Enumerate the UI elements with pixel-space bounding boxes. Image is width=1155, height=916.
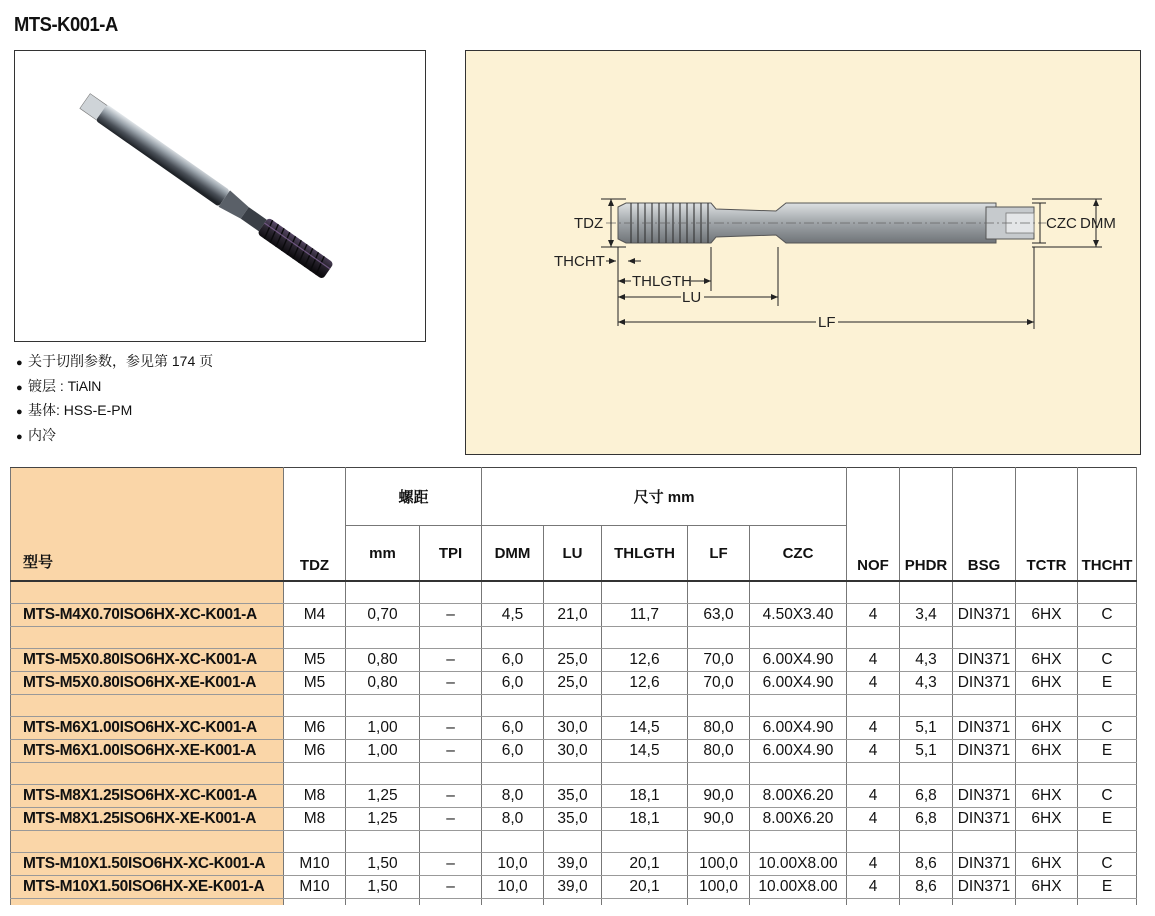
label-dmm: DMM [1080, 215, 1116, 232]
table-row [11, 672, 1137, 695]
cell-nof: 4 [847, 717, 900, 740]
cell-bsg: DIN371 [953, 672, 1016, 695]
note-item: ● 关于切削参数，参见第 174 页 [16, 353, 214, 369]
header-pitch-tpi: TPI [420, 526, 482, 582]
cell-tctr: 6HX [1016, 740, 1078, 763]
cell-dmm: 8,0 [482, 785, 544, 808]
cell-bsg: DIN371 [953, 808, 1016, 831]
cell-model: MTS-M8X1.25ISO6HX-XC-K001-A [11, 785, 284, 808]
cell-tdz: M6 [284, 740, 346, 763]
header-thlgth: THLGTH [602, 526, 688, 582]
cell-mm: 1,50 [346, 876, 420, 899]
cell-czc: 10.00X8.00 [750, 853, 847, 876]
cell-lf: 80,0 [688, 740, 750, 763]
cell-thlgth: 12,6 [602, 672, 688, 695]
cell-tpi: – [420, 785, 482, 808]
cell-model: MTS-M5X0.80ISO6HX-XC-K001-A [11, 649, 284, 672]
cell-thcht: C [1078, 717, 1137, 740]
cell-thcht: C [1078, 649, 1137, 672]
header-model: 型号 [11, 468, 284, 582]
note-item: ● 镀层 : TiAlN [16, 377, 102, 394]
cell-phdr: 4,3 [900, 649, 953, 672]
cell-bsg: DIN371 [953, 740, 1016, 763]
cell-tpi: – [420, 649, 482, 672]
cell-dmm: 8,0 [482, 808, 544, 831]
cell-thcht: E [1078, 740, 1137, 763]
cell-model: MTS-M6X1.00ISO6HX-XE-K001-A [11, 740, 284, 763]
cell-lf: 63,0 [688, 604, 750, 627]
header-size-group: 尺寸 mm [482, 468, 847, 526]
cell-model: MTS-M10X1.50ISO6HX-XE-K001-A [11, 876, 284, 899]
cell-dmm: 6,0 [482, 740, 544, 763]
label-tdz: TDZ [574, 215, 604, 232]
cell-bsg: DIN371 [953, 853, 1016, 876]
cell-nof: 4 [847, 740, 900, 763]
cell-phdr: 3,4 [900, 604, 953, 627]
cell-tctr: 6HX [1016, 808, 1078, 831]
cell-dmm: 6,0 [482, 672, 544, 695]
header-nof: NOF [847, 468, 900, 582]
cell-czc: 4.50X3.40 [750, 604, 847, 627]
label-thlgth: THLGTH [632, 273, 692, 290]
cell-lf: 90,0 [688, 785, 750, 808]
spec-table [10, 467, 1137, 905]
cell-thlgth: 20,1 [602, 853, 688, 876]
cell-tpi: – [420, 604, 482, 627]
cell-tdz: M4 [284, 604, 346, 627]
cell-bsg: DIN371 [953, 717, 1016, 740]
cell-mm: 0,70 [346, 604, 420, 627]
cell-dmm: 6,0 [482, 717, 544, 740]
cell-tdz: M8 [284, 808, 346, 831]
label-lu: LU [682, 289, 702, 306]
cell-thlgth: 18,1 [602, 808, 688, 831]
cell-lu: 35,0 [544, 808, 602, 831]
cell-nof: 4 [847, 808, 900, 831]
cell-thcht: E [1078, 808, 1137, 831]
feature-notes [16, 350, 213, 448]
cell-tdz: M10 [284, 853, 346, 876]
cell-tctr: 6HX [1016, 785, 1078, 808]
cell-phdr: 6,8 [900, 808, 953, 831]
cell-dmm: 4,5 [482, 604, 544, 627]
note-item: ● 内冷 [16, 426, 56, 443]
note-item: ● 基体: HSS-E-PM [16, 402, 133, 418]
table-row [11, 649, 1137, 672]
header-lf: LF [688, 526, 750, 582]
cell-thcht: C [1078, 853, 1137, 876]
cell-lf: 80,0 [688, 717, 750, 740]
cell-bsg: DIN371 [953, 649, 1016, 672]
cell-phdr: 8,6 [900, 853, 953, 876]
product-photo [14, 50, 426, 342]
cell-phdr: 4,3 [900, 672, 953, 695]
cell-czc: 8.00X6.20 [750, 785, 847, 808]
cell-dmm: 6,0 [482, 649, 544, 672]
label-thcht: THCHT [554, 253, 605, 270]
table-row [11, 785, 1137, 808]
header-lu: LU [544, 526, 602, 582]
cell-lu: 30,0 [544, 740, 602, 763]
cell-tdz: M10 [284, 876, 346, 899]
cell-nof: 4 [847, 853, 900, 876]
tap-drawing [606, 203, 1046, 243]
tap-photo-illustration [15, 51, 425, 341]
cell-model: MTS-M5X0.80ISO6HX-XE-K001-A [11, 672, 284, 695]
cell-lf: 100,0 [688, 876, 750, 899]
cell-czc: 8.00X6.20 [750, 808, 847, 831]
cell-tpi: – [420, 808, 482, 831]
cell-mm: 1,00 [346, 717, 420, 740]
group-spacer-row [11, 582, 1137, 604]
cell-tpi: – [420, 740, 482, 763]
cell-nof: 4 [847, 604, 900, 627]
cell-dmm: 10,0 [482, 876, 544, 899]
cell-bsg: DIN371 [953, 785, 1016, 808]
cell-phdr: 8,6 [900, 876, 953, 899]
cell-dmm: 10,0 [482, 853, 544, 876]
cell-czc: 6.00X4.90 [750, 672, 847, 695]
cell-phdr: 5,1 [900, 740, 953, 763]
cell-thlgth: 12,6 [602, 649, 688, 672]
cell-tctr: 6HX [1016, 853, 1078, 876]
cell-mm: 1,00 [346, 740, 420, 763]
cell-thlgth: 20,1 [602, 876, 688, 899]
cell-lu: 21,0 [544, 604, 602, 627]
group-spacer-row [11, 763, 1137, 785]
header-dmm: DMM [482, 526, 544, 582]
cell-tdz: M5 [284, 649, 346, 672]
cell-lu: 35,0 [544, 785, 602, 808]
cell-phdr: 6,8 [900, 785, 953, 808]
cell-thcht: C [1078, 604, 1137, 627]
table-row [11, 740, 1137, 763]
cell-lf: 90,0 [688, 808, 750, 831]
cell-mm: 1,25 [346, 808, 420, 831]
cell-tdz: M6 [284, 717, 346, 740]
cell-lu: 25,0 [544, 672, 602, 695]
cell-tctr: 6HX [1016, 649, 1078, 672]
cell-bsg: DIN371 [953, 604, 1016, 627]
cell-nof: 4 [847, 785, 900, 808]
cell-thlgth: 11,7 [602, 604, 688, 627]
cell-nof: 4 [847, 672, 900, 695]
group-spacer-row [11, 627, 1137, 649]
header-thcht: THCHT [1078, 468, 1137, 582]
cell-phdr: 5,1 [900, 717, 953, 740]
group-spacer-row [11, 695, 1137, 717]
table-row [11, 717, 1137, 740]
cell-tpi: – [420, 853, 482, 876]
cell-bsg: DIN371 [953, 876, 1016, 899]
cell-nof: 4 [847, 649, 900, 672]
cell-lf: 70,0 [688, 649, 750, 672]
cell-thcht: E [1078, 876, 1137, 899]
table-continuation [11, 899, 1137, 906]
cell-tpi: – [420, 672, 482, 695]
cell-mm: 1,50 [346, 853, 420, 876]
cell-tctr: 6HX [1016, 672, 1078, 695]
header-czc: CZC [750, 526, 847, 582]
cell-nof: 4 [847, 876, 900, 899]
cell-mm: 0,80 [346, 649, 420, 672]
label-czc: CZC [1046, 215, 1077, 232]
header-bsg: BSG [953, 468, 1016, 582]
cell-thlgth: 14,5 [602, 740, 688, 763]
cell-thlgth: 14,5 [602, 717, 688, 740]
group-spacer-row [11, 831, 1137, 853]
header-tctr: TCTR [1016, 468, 1078, 582]
cell-lu: 39,0 [544, 876, 602, 899]
table-row [11, 876, 1137, 899]
header-pitch-group: 螺距 [346, 468, 482, 526]
cell-czc: 6.00X4.90 [750, 740, 847, 763]
cell-model: MTS-M6X1.00ISO6HX-XC-K001-A [11, 717, 284, 740]
cell-lf: 70,0 [688, 672, 750, 695]
cell-tctr: 6HX [1016, 717, 1078, 740]
cell-tpi: – [420, 876, 482, 899]
header-tdz: TDZ [284, 468, 346, 582]
header-pitch-mm: mm [346, 526, 420, 582]
cell-thcht: C [1078, 785, 1137, 808]
cell-mm: 0,80 [346, 672, 420, 695]
cell-czc: 10.00X8.00 [750, 876, 847, 899]
cell-lf: 100,0 [688, 853, 750, 876]
page-title: MTS-K001-A [14, 14, 118, 36]
cell-czc: 6.00X4.90 [750, 649, 847, 672]
cell-tdz: M5 [284, 672, 346, 695]
cell-model: MTS-M10X1.50ISO6HX-XC-K001-A [11, 853, 284, 876]
cell-thlgth: 18,1 [602, 785, 688, 808]
cell-czc: 6.00X4.90 [750, 717, 847, 740]
dimension-diagram [465, 50, 1141, 455]
cell-lu: 30,0 [544, 717, 602, 740]
cell-tctr: 6HX [1016, 876, 1078, 899]
cell-tdz: M8 [284, 785, 346, 808]
cell-lu: 25,0 [544, 649, 602, 672]
table-row [11, 604, 1137, 627]
cell-model: MTS-M4X0.70ISO6HX-XC-K001-A [11, 604, 284, 627]
cell-tctr: 6HX [1016, 604, 1078, 627]
cell-model: MTS-M8X1.25ISO6HX-XE-K001-A [11, 808, 284, 831]
label-lf: LF [818, 314, 836, 331]
cell-mm: 1,25 [346, 785, 420, 808]
table-row [11, 808, 1137, 831]
cell-thcht: E [1078, 672, 1137, 695]
cell-lu: 39,0 [544, 853, 602, 876]
table-row [11, 853, 1137, 876]
cell-tpi: – [420, 717, 482, 740]
header-phdr: PHDR [900, 468, 953, 582]
